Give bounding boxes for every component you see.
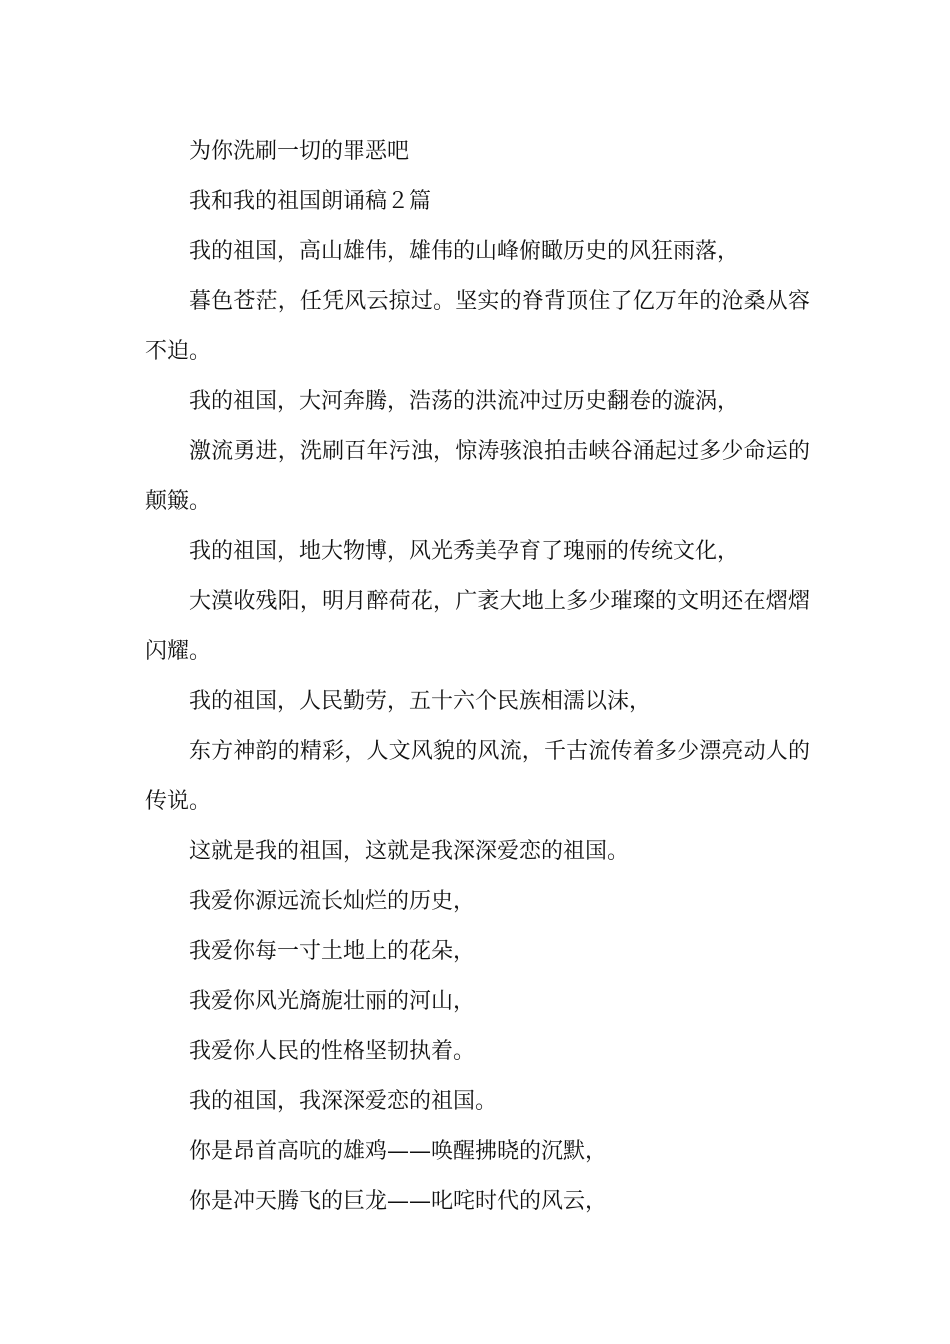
- document-body: [145, 127, 810, 1227]
- paragraph: 激流勇进，洗刷百年污浊，惊涛骇浪拍击峡谷涌起过多少命运的颠簸。: [145, 439, 810, 514]
- paragraph: 我的祖国，地大物博，风光秀美孕育了瑰丽的传统文化，: [189, 539, 740, 564]
- paragraph: 大漠收残阳，明月醉荷花，广袤大地上多少璀璨的文明还在熠熠闪耀。: [145, 589, 810, 664]
- paragraph: 我爱你源远流长灿烂的历史，: [189, 889, 476, 914]
- paragraph: 我爱你每一寸土地上的花朵，: [189, 939, 476, 964]
- paragraph: 我的祖国，人民勤劳，五十六个民族相濡以沫，: [189, 689, 652, 714]
- paragraph: 你是昂首高吭的雄鸡——唤醒拂晓的沉默，: [189, 1139, 608, 1164]
- paragraph-heading: 我和我的祖国朗诵稿２篇: [189, 189, 432, 214]
- paragraph: 我的祖国，大河奔腾，浩荡的洪流冲过历史翻卷的漩涡，: [189, 389, 740, 414]
- paragraph: 这就是我的祖国，这就是我深深爱恋的祖国。: [189, 839, 630, 864]
- paragraph: 我爱你人民的性格坚韧执着。: [189, 1039, 476, 1064]
- paragraph: 我爱你风光旖旎壮丽的河山，: [189, 989, 476, 1014]
- paragraph: 你是冲天腾飞的巨龙——叱咤时代的风云，: [189, 1189, 608, 1214]
- paragraph: 暮色苍茫，任凭风云掠过。坚实的脊背顶住了亿万年的沧桑从容不迫。: [145, 289, 810, 364]
- paragraph: 我的祖国，我深深爱恋的祖国。: [189, 1089, 498, 1114]
- paragraph: 东方神韵的精彩，人文风貌的风流，千古流传着多少漂亮动人的传说。: [145, 739, 810, 814]
- paragraph: 为你洗刷一切的罪恶吧: [189, 139, 410, 164]
- paragraph: 我的祖国，高山雄伟，雄伟的山峰俯瞰历史的风狂雨落，: [189, 239, 740, 264]
